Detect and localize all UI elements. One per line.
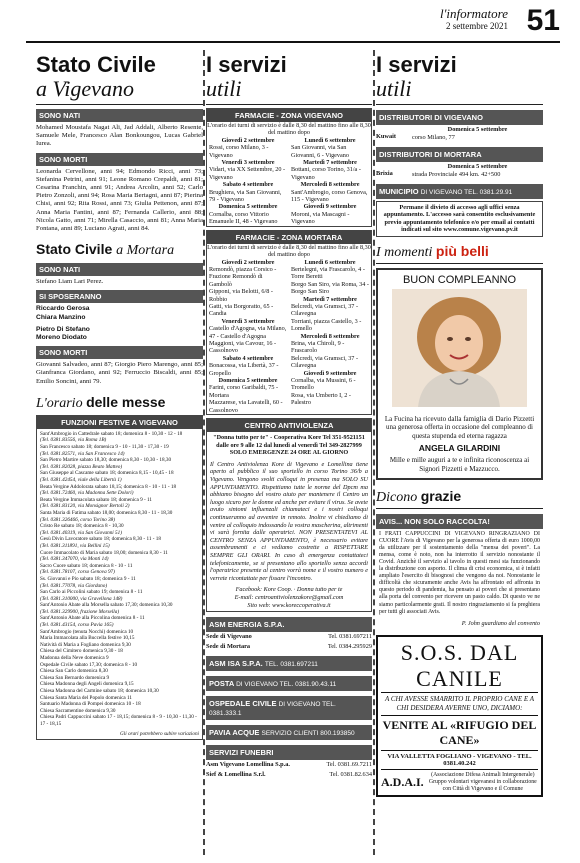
pharmacy-entry: Rosa, via Umberto I, 2 - Palestro <box>291 391 351 407</box>
avis-signature: P. John guardiano del convento <box>461 619 540 627</box>
mass-entry: Chiesa del Cimitero domenica 9,30 - 18 <box>40 648 123 655</box>
mass-entry: Chiesa Madonna degli Angeli domenica 9,15 <box>40 681 134 688</box>
pharmacies-intro: L'orario dei turni di servizio è dalle 8,30 del mattino fino alle 8,30 del mattino dopo <box>207 122 371 137</box>
mortara-births-list: Stefano Liam Lari Perez. <box>36 278 104 286</box>
mass-entry: (Tel. 0381.310000, via Gravellona 148) <box>40 595 123 602</box>
column-divider <box>203 50 205 855</box>
page-number: 51 <box>526 4 560 37</box>
pharmacies-mortara-box <box>206 230 372 415</box>
mass-entry: Sant'Ambrogio in Cattedrale sabato 18; domenica 8 - 10,30 - 12 - 18 <box>40 430 183 437</box>
asm-row <box>206 632 372 642</box>
masses-footnote: Gli orari potrebbero subire variazioni <box>120 731 199 738</box>
service-phone: DI VIGEVANO TEL. 0381.29.91 <box>420 189 513 196</box>
pharmacies-vigevano-box <box>206 108 372 227</box>
stato-civile-column <box>36 50 203 855</box>
pharmacy-day: Giovedì 2 settembre <box>221 136 275 144</box>
sos-text: A CHI AVESSE SMARRITO IL PROPRIO CANE E A CHI DESIDERA AVERNE UNO, DICIAMO: <box>384 695 535 713</box>
masthead <box>26 2 560 42</box>
mass-entry: (Tel. 0381.78107, corso Genova 97) <box>40 569 115 576</box>
mass-entry: Sant'Antonio Abate alla Piccolina domenica 8 - 11 <box>40 615 145 622</box>
pharmacy-entry: Gatti, via Borgoratto, 65 - Candia <box>209 302 274 318</box>
pharmacy-entry: Rossi, corso Milano, 3 - Vigevano <box>209 144 269 159</box>
mass-entry: Sant'Antonio Abate alla Morsella sabato 17,30; domenica 10,30 <box>40 602 173 609</box>
pharmacy-day: Venerdì 3 settembre <box>221 317 275 325</box>
section-subtitle: utili <box>376 76 412 101</box>
funeral-phone: Tel. 0381.69.7211 <box>326 761 372 769</box>
pharmacies-left <box>209 259 287 415</box>
pharmacy-day: Domenica 5 settembre <box>218 203 278 211</box>
distributors-mortara-label: DISTRIBUTORI DI MORTARA <box>376 147 543 162</box>
pharmacy-entry: Belcredi, via Gramsci, 37 - Cilavegna <box>291 354 359 370</box>
mass-entry: San Francesco sabato 18; domenica 9 - 10 - 11,30 - 17,30 - 19 <box>40 444 169 451</box>
distributor-row <box>376 162 543 179</box>
pharmacy-day: Giovedì 9 settembre <box>303 203 357 211</box>
title-italic: L'orario <box>36 395 83 411</box>
birthday-name: ANGELA GILARDINI <box>418 443 501 454</box>
birthday-card <box>376 268 543 480</box>
mass-entry: (Tel. 0381.72460, via Madonna Sette Dolori) <box>40 490 134 497</box>
deaths-label: SONO MORTI <box>36 153 203 166</box>
mass-entry: San Pietro Martire sabato 18,30; domenica 8,30 - 10,30 - 18,30 <box>40 457 172 464</box>
title-italic: I momenti <box>376 244 433 260</box>
mass-entry: Maria Immacolata alla Buccella festive 10,15 <box>40 635 135 642</box>
pharmacy-entry: Castello d'Agogna, via Milano, 47 - Castello d'Agogna <box>209 325 287 340</box>
title-italic: Dicono <box>376 489 418 505</box>
sos-call: VENITE AL «RIFUGIO DEL CANE» <box>381 715 538 751</box>
service-phone: TEL. 0381.697211 <box>264 661 318 669</box>
mass-entry: Ospedale Civile sabato 17,30; domenica 8 - 10 <box>40 661 138 668</box>
mass-entry: (Tel. 0381.82571, via San Francesco 14) <box>40 450 125 457</box>
asm-isa-bar <box>206 656 372 671</box>
orario-messe-title <box>36 394 203 412</box>
distributor-address: strada Provinciale 494 km. 42+500 <box>412 170 501 178</box>
distributor-brand: Kuwait <box>376 133 396 140</box>
sos-address: VIA VALLETTA FOGLIANO - VIGEVANO - TEL. 0381.40.242 <box>387 753 532 768</box>
mass-entry: Gesù Divin Lavoratore sabato 18; domenica 8,30 - 11 - 18 <box>40 536 161 543</box>
publication-name: l'informatore <box>439 6 508 21</box>
pharmacy-entry: Bottani, corso Torino, 31/a - Vigevano <box>291 166 361 181</box>
mass-entry: Beata Vergine Addolorata sabato 18,15; domenica 8 - 10 - 11 - 18 <box>40 483 177 490</box>
pharmacy-entry: Brina, via Chiroli, 9 - Frascarolo <box>291 339 345 355</box>
service-name: ASM ISA S.P.A. <box>209 659 263 669</box>
servizi-header <box>206 54 372 105</box>
mortara-births-label: SONO NATI <box>36 263 203 276</box>
mass-entry: Chiesa Padri Cappuccini sabato 17 - 18,15; domenica 8 - 9 - 10,30 - 11,30 - 17 - 18,15 <box>40 714 197 727</box>
births-label: SONO NATI <box>36 109 203 122</box>
municipio-bar <box>376 184 543 199</box>
mass-entry: Madonna della Neve domenica 9 <box>40 655 109 662</box>
masses-list <box>37 429 202 729</box>
email-link[interactable]: E-mail: centroantiviolenzakore@gmail.com <box>234 593 344 601</box>
section-title: I servizi <box>206 52 287 77</box>
servizi-utili-column-2 <box>376 50 543 855</box>
distributor-address: corso Milano, 77 <box>412 133 455 141</box>
pharmacy-day: Lunedì 6 settembre <box>304 258 356 266</box>
title-bold: Stato Civile <box>36 241 113 258</box>
asm-row <box>206 642 372 652</box>
pharmacies-intro: L'orario dei turni di servizio è dalle 8,30 del mattino fino alle 8,30 del mattino dopo <box>207 243 371 259</box>
mass-entry: Santa Maria di Fatima sabato 18,00; domenica 8,30 - 11 - 18,30 <box>40 509 173 516</box>
pharmacy-day: Martedì 7 settembre <box>303 159 357 167</box>
website-link[interactable]: Sito web: www.koreccoperativa.it <box>247 601 331 609</box>
pharmacy-entry: Cornalba, via Mussini, 6 - Tromello <box>291 377 356 392</box>
mortara-deaths-label: SONO MORTI <box>36 346 203 359</box>
pharmacy-entry: Cornalba, corso Vittorio Emanuele II, 48 - Vigevano <box>209 210 278 226</box>
birthday-title: BUON COMPLEANNO <box>402 273 517 286</box>
title-bold: grazie <box>420 487 462 504</box>
mass-entry: (Tel. 0381.42454, viale della Libertà 1) <box>40 477 122 484</box>
mass-entry: (Tel. 0381.83120, via Monsignor Bertoli 2) <box>40 503 130 510</box>
distributor-day: Domenica 5 settembre <box>447 163 508 170</box>
service-name: OSPEDALE CIVILE <box>209 699 277 709</box>
pharmacy-entry: Farini, corso Garibaldi, 75 - Mortara <box>209 384 279 399</box>
pharmacy-day: Domenica 5 settembre <box>218 377 278 384</box>
mass-entry: Chiesa Madonna del Carmine sabato 18; domenica 10,30 <box>40 688 159 695</box>
facebook-link[interactable]: Facebook: Kore Coop. · Donna tutto per te <box>235 586 343 594</box>
mass-entry: San Carlo ai Piccolini sabato 19; domenica 8 - 11 <box>40 589 143 596</box>
pharmacy-day: Martedì 7 settembre <box>303 295 357 303</box>
pharmacies-grid <box>207 259 371 415</box>
mass-entry: Cuore Immacolato di Maria sabato 18,00; domenica 8,30 - 11 <box>40 549 168 556</box>
service-phone: SERVIZIO CLIENTI 800.193850 <box>261 730 355 738</box>
distributor-row <box>376 125 543 142</box>
mass-entry: (Tel. 0381.311891, via Bellini 15) <box>40 542 110 549</box>
office-phone: Tel. 0381.697211 <box>328 633 372 641</box>
pharmacies-left <box>209 137 287 226</box>
mass-entry: Natività di Maria a Fogliano domenica 9,30 <box>40 641 131 648</box>
section-subtitle: utili <box>206 76 242 101</box>
pharmacy-entry: San Giovanni, via San Giovanni, 6 - Vigevano <box>291 144 349 159</box>
weddings-label: SI SPOSERANNO <box>36 290 203 303</box>
section-subtitle: a Vigevano <box>36 76 134 101</box>
spouse: Moreno Diodato <box>36 334 87 342</box>
births-list: Mohamed Moustafa Nagat Ali, Jad Addali, Alberto Resente, Samuele Mele, Francesco Alan Bonkoungou, Lucas Gabriel Iurea. <box>36 124 203 148</box>
pharmacy-day: Mercoledì 8 settembre <box>300 332 360 340</box>
pharmacy-entry: Moroni, via Mascagni - Vigevano <box>291 210 350 226</box>
office-name: Sede di Mortara <box>206 642 251 650</box>
antiviolence-box <box>206 418 372 612</box>
mass-entry: (Tel. 0381.77078, via Giordano) <box>40 582 108 589</box>
pharmacy-day: Lunedì 6 settembre <box>304 136 356 144</box>
spouse: Chiara Manzino <box>36 313 86 321</box>
mass-entry: Ss. Giovanni e Pio sabato 18; domenica 9 - 11 <box>40 575 136 582</box>
mass-entry: Chiesa Sacramentine domenica 9,30 <box>40 707 116 714</box>
mass-entry: Cristo Re sabato 18; domenica 8 - 10,30 <box>40 523 124 530</box>
stato-civile-mortara-title <box>36 241 203 259</box>
service-name: POSTA <box>209 679 235 689</box>
pharmacies-right <box>291 259 369 415</box>
pharmacy-entry: Bertelegni, via Frascarolo, 4 - Torre Beretti <box>291 265 365 281</box>
mass-entry: Beata Vergine Immacolata sabato 18; domenica 9 - 11 <box>40 496 152 503</box>
service-phone: DI VIGEVANO TEL. 0381.333.1 <box>209 701 336 718</box>
mass-entry: Chiesa Santa Maria del Popolo domenica 11 <box>40 694 133 701</box>
title-italic: a Mortara <box>116 243 175 259</box>
funeral-row <box>206 760 372 770</box>
mass-entry: San Giuseppe al Cascame sabato 18; domenica 8,15 - 10,45 - 18 <box>40 470 174 477</box>
pharmacies-grid <box>207 137 371 226</box>
mass-entry: (Tel. 0381.326466, corso Torino 38) <box>40 516 115 523</box>
momenti-title <box>376 243 543 264</box>
deaths-list: Leonarda Cervellone, anni 94; Edmondo Ricci, anni 73; Stefanina Petrini, anni 91; Leone Romano Crepaldi, anni 81; Cesarina Franchin, anni 91; Andrea Arcolin, anni 52; Carlo Pietro Zonzoli, anni 94; Rosa Maria Bertagni, anni 87; Pierina Chisi, anni 92; Rita Rossi, anni 73; Giulia Pettenon, anni 87; Anna Maria Fantini, anni 87; Fernanda Callerio, anni 88; Nicola Gatto, anni 71; Mirella Casaccio, anni 81; Anna Maria Fontana, anni 89; Luciano Agrati, anni 84. <box>36 167 203 233</box>
pharmacy-entry: Brughiera, via San Giovanni, 79 - Vigevano <box>209 188 282 204</box>
pharmacy-day: Sabato 4 settembre <box>222 354 274 362</box>
antiviolence-links <box>207 584 371 611</box>
org-description: (Associazione Difesa Animali Intergenerale) Gruppo volontari vigevanesi in collaborazione con Città di Vigevano e il Comune <box>428 772 537 792</box>
pharmacy-day: Giovedì 2 settembre <box>221 258 275 266</box>
mass-entry: Sacro Cuore sabato 18; domenica 8 - 10 - 11 <box>40 562 133 569</box>
pharmacy-entry: Belcredi, via Gramsci, 37 - Cilavegna <box>291 302 359 318</box>
pharmacy-entry: Torriani, piazza Castello, 3 - Lomello <box>291 317 362 333</box>
stato-civile-vigevano-header <box>36 54 203 105</box>
mass-entry: Chiesa San Carlo domenica 8,30 <box>40 668 108 675</box>
service-phone: DI VIGEVANO TEL. 0381.90.43.11 <box>236 681 337 689</box>
title-bold: delle messe <box>86 393 166 410</box>
pharmacy-entry: Mazzarese, via Lavatelli, 60 - Cassolnovo <box>209 399 283 414</box>
org-name: A.D.A.I. <box>381 774 424 789</box>
pharmacy-entry: Borgo San Siro, via Roma, 34 - Borgo San Siro <box>291 280 369 296</box>
column-divider <box>373 50 375 855</box>
spouse: Riccardo Gerosa <box>36 305 90 313</box>
pharmacy-entry: Sant'Ambrogio, corso Genova, 115 - Vigevano <box>291 188 368 204</box>
birthday-wishes: Mille e mille auguri a te e infinita riconoscenza ai Signori Pizzetti e Mazzucco. <box>389 456 530 473</box>
mass-entry: Chiesa San Bernardo domenica 9 <box>40 674 110 681</box>
servizi-utili-column-1 <box>206 50 372 855</box>
ospedale-bar <box>206 696 372 720</box>
pharmacy-day: Sabato 4 settembre <box>222 181 274 189</box>
pharmacy-entry: Vidari, via XX Settembre, 20 - Vigevano <box>209 166 286 181</box>
masthead-rule <box>26 41 560 43</box>
section-title: I servizi <box>376 52 457 77</box>
spouse: Pietro Di Stefano <box>36 325 90 333</box>
weddings-list <box>36 305 203 342</box>
pharmacies-mortara-label: FARMACIE - ZONA MORTARA <box>207 231 371 244</box>
sos-org <box>381 769 538 792</box>
pharmacy-entry: Remondò, piazza Corsico - Frazione Remondò di Gambolò <box>209 265 277 288</box>
masses-box <box>36 415 203 741</box>
servizi-header <box>376 54 543 105</box>
pharmacies-right <box>291 137 369 226</box>
distributors-vigevano-label: DISTRIBUTORI DI VIGEVANO <box>376 110 543 125</box>
sos-title: S.O.S. DAL CANILE <box>381 640 538 693</box>
posta-bar <box>206 676 372 691</box>
mass-entry: (Tel. 0381.347070, via Monti 14) <box>40 556 109 563</box>
antiviolence-text: Il Centro Antiviolenza Kore di Vigevano e Lomellina tiene aperto al pubblico il suo sportello in corso Torino 36/b a Vigevano. Vengono svolti colloqui in presenza ma SOLO SU APPUNTAMENTO. Rispettiamo tutte le norme del Dpcm ma abbiamo bisogno del vostro aiuto per mantenere il Centro un luogo sicuro per le donne ed anche per evitare il virus. Se avete avuto sintomi influenzali chiamateci e i nostri colloqui continueranno ad avvenire in remoto. Inoltre vi chiediamo di venire al colloquio indossando la vostra mascherina, altrimenti vi sarà fornita dalle operatrici. NON PRESENTATEVI AL CENTRO SENZA APPUNTAMENTO, è necessario evitare assembramenti e ci vediamo costrette a RISPETTARE SEMPRE GLI ORARI. In caso di emergenza contattateci telefonicamente, se si presentano allo sportello senza accordi l'operatrice presente al centro vorrà nome e il vostro numero e verrete ricontattate per fissare l'incontro. <box>210 460 368 582</box>
mass-entry: Sant'Ambrogio (tenuta Nocchi) domenica 10 <box>40 628 134 635</box>
funeral-name: Sief & Lomellina S.r.l. <box>206 770 266 778</box>
dicono-grazie-title <box>376 488 543 509</box>
funeral-phone: Tel. 0381.82.634 <box>329 770 372 778</box>
mass-entry: (Tel. 0381.43154, corso Pavia 165) <box>40 622 114 629</box>
asm-energia-label: ASM ENERGIA S.P.A. <box>206 617 372 632</box>
pavia-acque-bar <box>206 725 372 740</box>
pharmacy-day: Giovedì 9 settembre <box>303 369 357 377</box>
office-phone: Tel. 0384.295929 <box>327 642 372 650</box>
office-name: Sede di Vigevano <box>206 633 252 641</box>
birthday-photo <box>392 289 527 407</box>
mass-entry: (Tel. 0381.83556, via Roma 1B) <box>40 437 107 444</box>
avis-text: I FRATI CAPPUCCINI DI VIGEVANO RINGRAZIANO DI CUORE l'Avis di Vigevano per la generosa offerta di euro 1000,00 da utilizzare per il sostentamento della "mensa dei poveri". La mensa, come è noto, non ha interrotto il servizio nonostante il Covid. Anzichè il servizio al tavolo in questi mesi sta funzionando la distribuzione con asporto. Il clima di crisi economica, si è infatti ampliato l'esercito di bisognosi che vengono da noi. Nonostante le difficoltà che sicuramente anche Avis ha affrontato ed affronta in questo periodo di pandemia, ha pensato ai poveri che si presentano alla porta del convento per ricevere un pasto caldo. Di questo ve ne siamo particolarmente grati. Il nostro ringraziamento si fa preghiera per tutti gli associati Avis. <box>379 530 540 615</box>
funeral-services-label: SERVIZI FUNEBRI <box>206 745 372 760</box>
mass-entry: (Tel. 0381.82028, piazza Beato Matteo) <box>40 463 123 470</box>
masses-label: FUNZIONI FESTIVE A VIGEVANO <box>37 416 202 429</box>
pharmacy-entry: Gipponi, via Belotti, 6/8 - Robbio <box>209 288 273 303</box>
antiviolence-label: CENTRO ANTIVIOLENZA <box>207 419 371 432</box>
mass-entry: (Tel. 0381.40319, via San Giovanni 51) <box>40 529 122 536</box>
antiviolence-contacts: "Donna tutto per te" - Cooperativa Kore Tel 351-9521151 dalle ore 9 alle 12 dal lunedì al venerdì Tel 349-2827999 SOLO EMERGENZE 24 ORE AL GIORNO <box>213 434 365 457</box>
mass-entry: (Tel. 0381.329900, frazione Morsella) <box>40 608 120 615</box>
pharmacy-day: Mercoledì 8 settembre <box>300 181 360 189</box>
avis-label: AVIS... NON SOLO RACCOLTA! <box>376 514 543 529</box>
service-name: PAVIA ACQUE <box>209 728 260 738</box>
distributor-day: Domenica 5 settembre <box>447 126 508 133</box>
section-title: Stato Civile <box>36 52 156 77</box>
pharmacies-vigevano-label: FARMACIE - ZONA VIGEVANO <box>207 109 371 122</box>
sos-canile-ad <box>376 635 543 797</box>
mortara-deaths-list: Giovanni Salvadeo, anni 87; Giorgio Piero Marengo, anni 85; Gianfranca Giordano, anni 92; Ferruccio Biscaldi, anni 85; Emilio Soncini, anni 79. <box>36 361 203 385</box>
municipio-notice: Permane il divieto di accesso agli uffici senza appuntamento. L'accesso sarà consentito esclusivamente previo appuntamento telefonico e/o per email ai contatti indicati sul sito www.comune.vigevano.pv.it <box>376 201 543 237</box>
pharmacy-entry: Maggioni, via Cavour, 16 - Cassolnovo <box>209 339 277 355</box>
mass-entry: Santuario Madonna di Pompei domenica 10 - 18 <box>40 701 141 708</box>
publication-date: 2 settembre 2021 <box>446 21 508 31</box>
title-bold: più belli <box>435 242 489 259</box>
funeral-row <box>206 770 372 780</box>
distributor-brand: Brixia <box>376 170 393 177</box>
birthday-text: La Fucina ha ricevuto dalla famiglia di Dario Pizzetti una generosa offerta in occasione del compleanno di questa stupenda ed eterna ragazza <box>384 414 535 440</box>
funeral-name: Asm Vigevano Lomellina S.p.a. <box>206 761 290 769</box>
pharmacy-day: Venerdì 3 settembre <box>221 159 275 167</box>
pharmacy-entry: Bonacossa, via Libertà, 37 - Gropello <box>209 362 279 377</box>
service-name: MUNICIPIO <box>379 187 419 196</box>
